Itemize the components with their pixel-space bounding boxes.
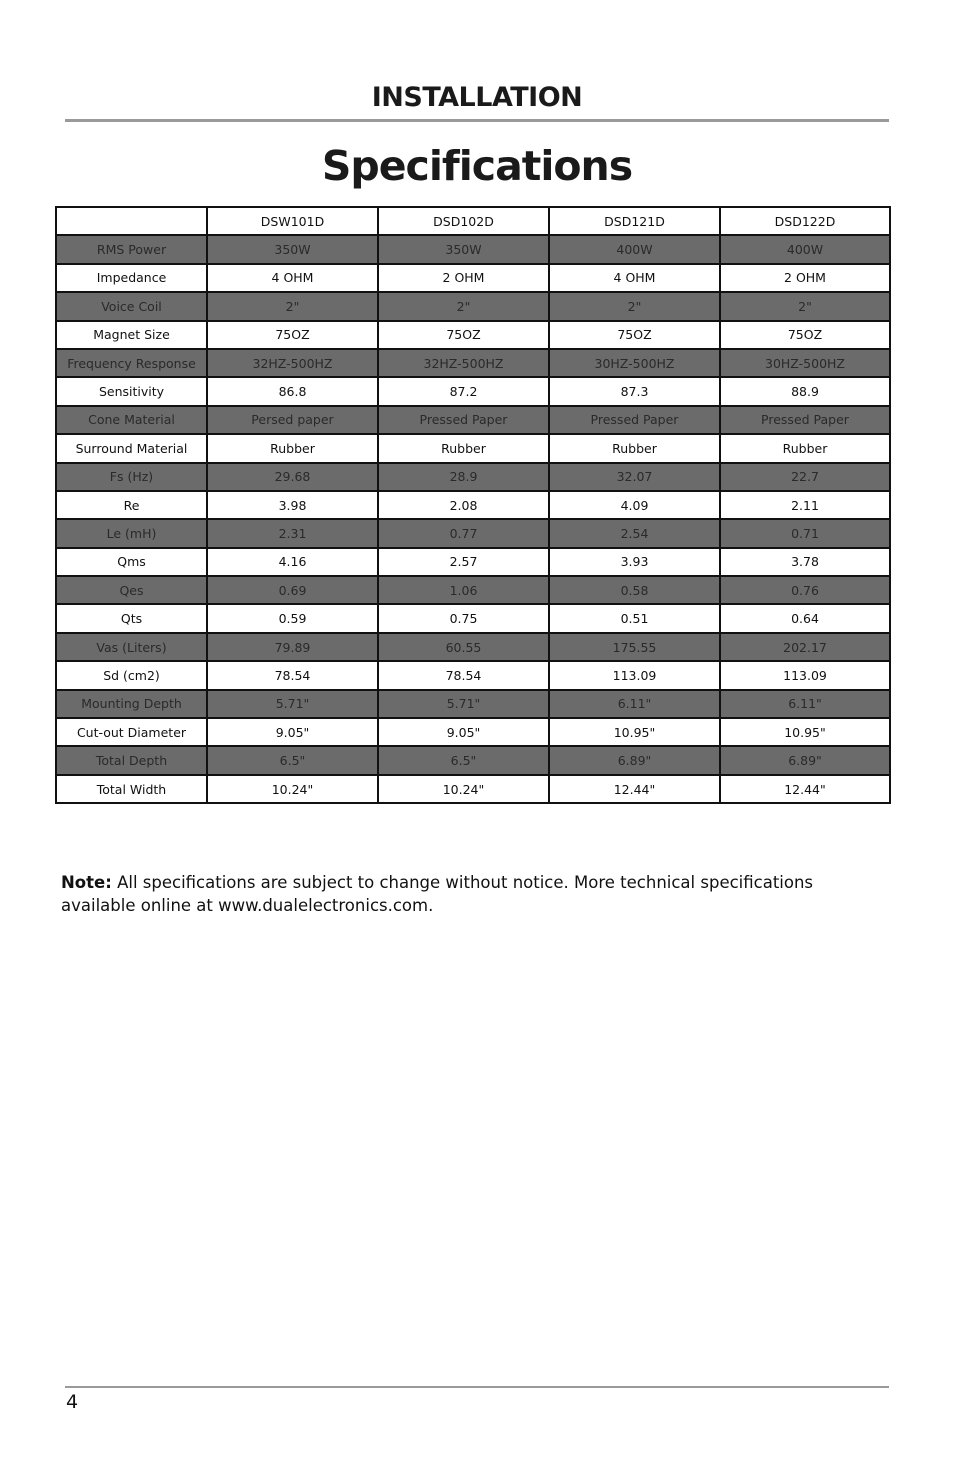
note	[61, 871, 881, 917]
table-cell: Rubber	[720, 434, 890, 462]
row-label: Cone Material	[56, 406, 207, 434]
table-cell: 175.55	[549, 633, 720, 661]
table-cell: 2.08	[378, 491, 549, 519]
table-cell: 2.31	[207, 519, 378, 547]
table-cell: 75OZ	[378, 321, 549, 349]
table-cell: 2"	[207, 292, 378, 320]
table-cell: 2.54	[549, 519, 720, 547]
table-cell: 79.89	[207, 633, 378, 661]
table-cell: Rubber	[378, 434, 549, 462]
table-cell: 87.3	[549, 377, 720, 405]
table-cell: 10.95"	[720, 718, 890, 746]
table-cell: 2 OHM	[720, 264, 890, 292]
table-cell: 32.07	[549, 463, 720, 491]
row-label: Vas (Liters)	[56, 633, 207, 661]
table-cell: 78.54	[378, 661, 549, 689]
table-cell: 4.09	[549, 491, 720, 519]
table-cell: 2"	[549, 292, 720, 320]
table-cell: 5.71"	[207, 690, 378, 718]
table-cell: 60.55	[378, 633, 549, 661]
table-cell: 350W	[378, 235, 549, 263]
column-header: DSD122D	[720, 207, 890, 235]
table-cell: 3.93	[549, 548, 720, 576]
table-cell: 0.59	[207, 604, 378, 632]
table-cell: 6.89"	[549, 746, 720, 774]
table-cell: 2.57	[378, 548, 549, 576]
row-label: Qts	[56, 604, 207, 632]
section-header: INSTALLATION	[371, 82, 583, 113]
table-cell: 32HZ-500HZ	[207, 349, 378, 377]
page-number: 4	[66, 1391, 79, 1413]
table-cell: 10.24"	[207, 775, 378, 803]
row-label: Sensitivity	[56, 377, 207, 405]
table-row	[56, 377, 890, 405]
table-cell: Rubber	[549, 434, 720, 462]
row-label: Impedance	[56, 264, 207, 292]
table-cell: 88.9	[720, 377, 890, 405]
table-cell: 75OZ	[207, 321, 378, 349]
row-label: Qes	[56, 576, 207, 604]
table-cell: 350W	[207, 235, 378, 263]
table-cell: 113.09	[549, 661, 720, 689]
table-row	[56, 718, 890, 746]
row-label: Le (mH)	[56, 519, 207, 547]
table-row	[56, 321, 890, 349]
header-divider	[65, 119, 889, 122]
row-label: Voice Coil	[56, 292, 207, 320]
table-cell: Rubber	[207, 434, 378, 462]
table-cell: 75OZ	[549, 321, 720, 349]
row-label: Fs (Hz)	[56, 463, 207, 491]
table-row	[56, 264, 890, 292]
footer-divider	[65, 1386, 889, 1388]
column-header: DSW101D	[207, 207, 378, 235]
table-cell: 28.9	[378, 463, 549, 491]
table-cell: 6.89"	[720, 746, 890, 774]
table-cell: 400W	[549, 235, 720, 263]
table-cell: Pressed Paper	[720, 406, 890, 434]
table-header-row	[56, 207, 890, 235]
note-text: All specifications are subject to change without notice. More technical specifications available online at www.dualelectronics.com.	[61, 873, 814, 915]
row-label: Re	[56, 491, 207, 519]
row-label: Magnet Size	[56, 321, 207, 349]
column-header	[56, 207, 207, 235]
table-cell: 400W	[720, 235, 890, 263]
table-cell: 30HZ-500HZ	[720, 349, 890, 377]
table-cell: 3.78	[720, 548, 890, 576]
table-cell: 75OZ	[720, 321, 890, 349]
table-cell: 6.11"	[549, 690, 720, 718]
table-cell: 6.11"	[720, 690, 890, 718]
table-row	[56, 434, 890, 462]
row-label: Cut-out Diameter	[56, 718, 207, 746]
table-cell: Pressed Paper	[378, 406, 549, 434]
table-cell: 0.64	[720, 604, 890, 632]
page-title: Specifications	[321, 142, 633, 190]
table-cell: 22.7	[720, 463, 890, 491]
table-cell: 0.76	[720, 576, 890, 604]
table-cell: 4 OHM	[207, 264, 378, 292]
column-header: DSD102D	[378, 207, 549, 235]
note-label: Note:	[61, 873, 112, 892]
table-cell: 202.17	[720, 633, 890, 661]
table-cell: 1.06	[378, 576, 549, 604]
table-row	[56, 746, 890, 774]
table-row	[56, 463, 890, 491]
table-row	[56, 604, 890, 632]
table-cell: 6.5"	[207, 746, 378, 774]
table-cell: 0.77	[378, 519, 549, 547]
row-label: Total Width	[56, 775, 207, 803]
row-label: Mounting Depth	[56, 690, 207, 718]
table-cell: 9.05"	[378, 718, 549, 746]
table-row	[56, 633, 890, 661]
table-row	[56, 576, 890, 604]
table-cell: 12.44"	[549, 775, 720, 803]
table-row	[56, 519, 890, 547]
table-cell: 87.2	[378, 377, 549, 405]
table-cell: 9.05"	[207, 718, 378, 746]
table-cell: 0.51	[549, 604, 720, 632]
table-cell: 6.5"	[378, 746, 549, 774]
table-cell: 2"	[720, 292, 890, 320]
row-label: Total Depth	[56, 746, 207, 774]
column-header: DSD121D	[549, 207, 720, 235]
table-cell: Persed paper	[207, 406, 378, 434]
table-cell: 10.95"	[549, 718, 720, 746]
row-label: RMS Power	[56, 235, 207, 263]
table-row	[56, 349, 890, 377]
table-cell: 32HZ-500HZ	[378, 349, 549, 377]
table-cell: 0.58	[549, 576, 720, 604]
table-row	[56, 775, 890, 803]
table-cell: 5.71"	[378, 690, 549, 718]
table-cell: 29.68	[207, 463, 378, 491]
table-cell: 4.16	[207, 548, 378, 576]
table-cell: 113.09	[720, 661, 890, 689]
table-row	[56, 548, 890, 576]
specifications-table	[55, 206, 891, 804]
table-row	[56, 406, 890, 434]
row-label: Frequency Response	[56, 349, 207, 377]
table-cell: 2"	[378, 292, 549, 320]
table-cell: 2.11	[720, 491, 890, 519]
row-label: Surround Material	[56, 434, 207, 462]
table-cell: 86.8	[207, 377, 378, 405]
table-cell: 3.98	[207, 491, 378, 519]
table-row	[56, 661, 890, 689]
table-cell: Pressed Paper	[549, 406, 720, 434]
table-cell: 2 OHM	[378, 264, 549, 292]
row-label: Sd (cm2)	[56, 661, 207, 689]
table-row	[56, 292, 890, 320]
row-label: Qms	[56, 548, 207, 576]
table-row	[56, 690, 890, 718]
table-row	[56, 491, 890, 519]
table-cell: 10.24"	[378, 775, 549, 803]
table-cell: 0.69	[207, 576, 378, 604]
table-cell: 78.54	[207, 661, 378, 689]
table-row	[56, 235, 890, 263]
table-cell: 30HZ-500HZ	[549, 349, 720, 377]
table-cell: 4 OHM	[549, 264, 720, 292]
table-cell: 0.71	[720, 519, 890, 547]
table-cell: 0.75	[378, 604, 549, 632]
table-cell: 12.44"	[720, 775, 890, 803]
